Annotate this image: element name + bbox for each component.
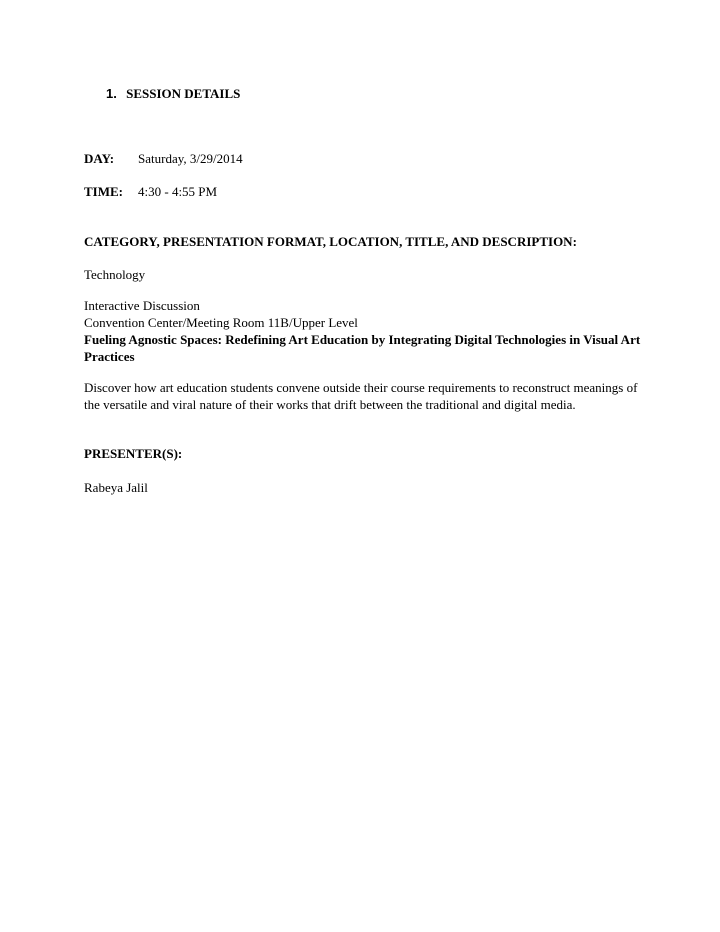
section-title: SESSION DETAILS	[126, 86, 241, 101]
section-heading	[106, 86, 240, 102]
format-value: Interactive Discussion	[84, 298, 200, 313]
day-row	[84, 151, 243, 167]
time-label: TIME:	[84, 184, 123, 199]
presentation-title: Fueling Agnostic Spaces: Redefining Art Education by Integrating Digital Technologies in Visual Art Practices	[84, 332, 641, 364]
time-value: 4:30 - 4:55 PM	[138, 184, 218, 199]
day-label: DAY:	[84, 151, 115, 166]
presenters-heading: PRESENTER(S):	[84, 446, 183, 461]
time-row	[84, 184, 218, 200]
details-heading: CATEGORY, PRESENTATION FORMAT, LOCATION, TITLE, AND DESCRIPTION:	[84, 234, 577, 249]
presenter-names: Rabeya Jalil	[84, 480, 148, 495]
location-value: Convention Center/Meeting Room 11B/Upper Level	[84, 315, 358, 330]
section-number: 1.	[106, 86, 117, 101]
presentation-description: Discover how art education students convene outside their course requirements to reconstruct meanings of the versatile and viral nature of their works that drift between the traditional and digital media.	[84, 380, 638, 412]
category-value: Technology	[84, 267, 146, 282]
day-value: Saturday, 3/29/2014	[138, 151, 243, 166]
